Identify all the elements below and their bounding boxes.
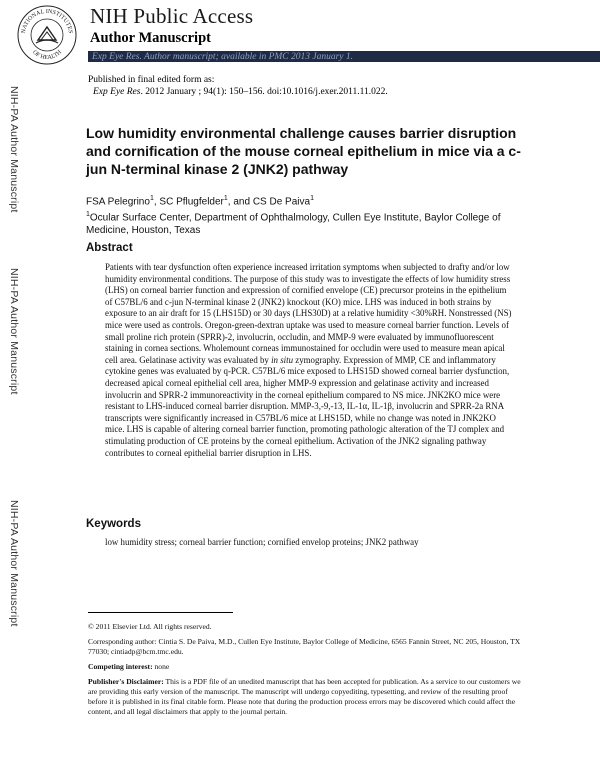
abstract-text-part: zymography. Expression of MMP, CE and inflammatory cytokine genes was evaluated by q-PCR. C57BL/6 mice exposed to LHS15D showed corneal barrier dysfunction, decreased apical corneal epithelial cell area, higher MMP-9 expression and gelatinase activity and increased involucrin and SPRR-2 immunoreactivity in the corneal epithelium compared to NS mice. JNK2KO mice were resistant to LHS-induced corneal barrier disruption. MMP-3,-9,-13, IL-1α, IL-1β, involucrin and SPRR-2a RNA transcripts were significantly increased in C57BL/6 mice at LHS15D, while no change was noted in JNK2KO mice. LHS is capable of altering corneal barrier function, promoting pathologic alteration of the TJ complex and stimulating production of CE proteins by the corneal epithelium. Activation of the JNK2 signaling pathway contributes to corneal epithelial barrier disruption in LHS. (105, 354, 510, 458)
header-subtitle: Author Manuscript (90, 30, 211, 46)
header-title: NIH Public Access (90, 4, 254, 28)
affiliation-text: Ocular Surface Center, Department of Ophthalmology, Cullen Eye Institute, Baylor College of Medicine, Houston, Texas (86, 212, 501, 236)
side-label-top: NIH-PA Author Manuscript (8, 86, 20, 213)
publication-citation (88, 86, 388, 98)
author-affiliation-mark: 1 (310, 195, 314, 202)
abstract-body (105, 262, 513, 459)
abstract-heading: Abstract (86, 242, 133, 254)
author-affiliation-mark: 1 (149, 195, 154, 202)
author-list (86, 195, 314, 207)
publication-details: . 2012 January ; 94(1): 150–156. doi:10.1016/j.exer.2011.11.022. (140, 87, 388, 97)
abstract-text-part: Patients with tear dysfunction often experience increased irritation symptoms when subjected to drafty and/or low humidity environmental conditions. The purpose of this study was to investigate the effects of low humidity stress (LHS) on corneal barrier function and expression of cornified envelope (CE) precursor proteins in the epithelium of C57BL/6 and c-jun N-terminal kinase 2 (JNK2) knockout (KO) mice. LHS was induced in both strains by exposure to an air draft for 15 (LHS15D) or 30 days (LHS30D) at a relative humidity <30%RH. Nonstressed (NS) mice were used as controls. Oregon-green-dextran uptake was used to measure corneal barrier function. Levels of small proline rich protein (SPRR)-2, involucrin, occludin, and MMP-9 were evaluated by immunofluorescent staining in cornea sections. Wholemount corneas immunostained for occludin were used to measure mean apical cell area. Gelatinase activity was evaluated by (105, 262, 512, 365)
article-title: Low humidity environmental challenge causes barrier disruption and cornification of the mouse corneal epithelium in mice via a c-jun N-terminal kinase 2 (JNK2) pathway (86, 125, 521, 177)
author-name: CS De Paiva (252, 196, 311, 208)
affiliation-mark: 1 (86, 211, 90, 218)
affiliation (86, 209, 516, 237)
competing-interest-text: none (152, 662, 170, 671)
side-label-middle: NIH-PA Author Manuscript (8, 268, 20, 395)
nih-logo (16, 4, 78, 66)
correspondence-note: Corresponding author: Cintia S. De Paiva, M.D., Cullen Eye Institute, Baylor College of Medicine, 6565 Fannin Street, NC 205, Houston, TX 77030; cintiadp@bcm.tmc.edu. (88, 637, 521, 656)
journal-name: Exp Eye Res (93, 87, 141, 97)
logo-bottom-text: OF HEALTH (31, 49, 63, 62)
keywords-list: low humidity stress; corneal barrier function; cornified envelop proteins; JNK2 pathway (105, 537, 419, 547)
author-name: SC Pflugfelder (159, 196, 224, 208)
copyright-notice: © 2011 Elsevier Ltd. All rights reserved. (88, 622, 212, 631)
side-label-bottom: NIH-PA Author Manuscript (8, 500, 20, 627)
footnote-divider (88, 612, 233, 613)
disclaimer-text: This is a PDF file of an unedited manuscript that has been accepted for publication. As a service to our customers we are providing this early version of the manuscript. The manuscript will undergo copyediting, typesetting, and review of the resulting proof before it is published in its final citable form. Please note that during the production process errors may be discovered which could affect the content, and all legal disclaimers that apply to the journal pertain. (88, 677, 521, 716)
competing-interest-label: Competing interest: (88, 662, 153, 671)
competing-interest (88, 662, 528, 672)
logo-top-text: NATIONAL INSTITUTES (20, 8, 73, 34)
publisher-disclaimer (88, 677, 528, 717)
publication-info (88, 74, 388, 98)
footnotes (88, 622, 528, 722)
author-separator: , and (227, 196, 253, 208)
author-affiliation-mark: 1 (223, 195, 228, 202)
publication-label: Published in final edited form as: (88, 75, 215, 85)
disclaimer-label: Publisher's Disclaimer: (88, 677, 164, 686)
header-citation: Exp Eye Res. Author manuscript; available in PMC 2013 January 1. (92, 52, 354, 62)
author-separator: , (153, 196, 160, 208)
abstract-italic-term: in situ (271, 354, 294, 365)
author-name: FSA Pelegrino (86, 196, 150, 208)
keywords-heading: Keywords (86, 518, 141, 530)
